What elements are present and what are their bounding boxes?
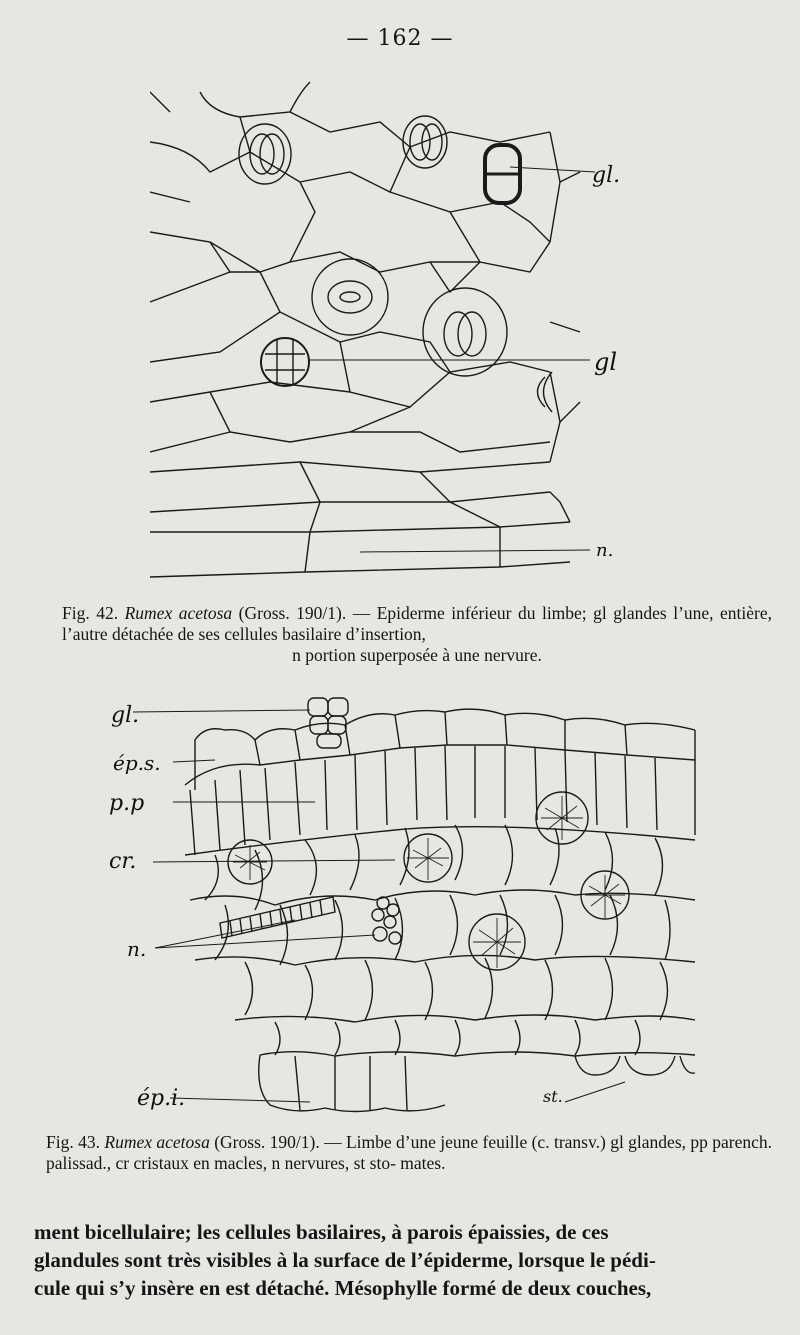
- figure-43-label-cr: cr.: [109, 849, 137, 874]
- body-paragraph: [34, 1218, 774, 1302]
- figure-43-label-pp: p.p: [109, 791, 145, 816]
- figure-43-label-ep-s: ép.s.: [113, 751, 161, 775]
- figure-43-svg: [95, 690, 735, 1130]
- figure-42-svg: [150, 72, 630, 592]
- figure-43-label-ep-i: ép.i.: [137, 1086, 186, 1111]
- figure-43-label-gl: gl.: [111, 703, 140, 728]
- body-line-1: ment bicellulaire; les cellules basilaires, à parois épaissies, de ces: [34, 1220, 609, 1244]
- figure-42-number: Fig. 42.: [62, 603, 119, 623]
- figure-42-caption-line2: gl glandes l’une, entière, l’autre détachée de ses cellules basilaire d’insertion,: [62, 603, 773, 644]
- figure-43-species: Rumex acetosa: [104, 1132, 210, 1152]
- figure-43-caption-line3: mates.: [400, 1153, 446, 1173]
- page-number: — 162 —: [346, 26, 454, 51]
- figure-42-label-gl-top: gl.: [592, 163, 621, 188]
- figure-42-epidermis-drawing: [150, 72, 630, 592]
- figure-43-leaf-section-drawing: [95, 690, 735, 1130]
- figure-42-caption-line1: (Gross. 190/1). — Epiderme inférieur du limbe;: [238, 603, 587, 623]
- figure-42-species: Rumex acetosa: [124, 603, 233, 623]
- figure-43-caption-line1: (Gross. 190/1). — Limbe d’une jeune feuille (c. transv.): [214, 1132, 606, 1152]
- figure-42-label-n: n.: [596, 540, 614, 561]
- figure-42-caption-line3: n portion superposée à une nervure.: [292, 645, 542, 665]
- figure-42-label-gl-middle: gl: [594, 348, 618, 376]
- figure-43-label-st: st.: [543, 1087, 563, 1106]
- figure-43-label-n: n.: [127, 937, 147, 961]
- figure-42-caption: [62, 603, 772, 666]
- figure-43-number: Fig. 43.: [46, 1132, 100, 1152]
- figure-43-caption: [46, 1132, 772, 1174]
- figure-43-caption-line2: gl glandes, pp parench. palissad., cr cristaux en macles, n nervures, st sto-: [46, 1132, 773, 1173]
- body-line-3: cule qui s’y insère en est détaché. Mésophylle formé de deux couches,: [34, 1276, 652, 1300]
- body-line-2: glandules sont très visibles à la surface de l’épiderme, lorsque le pédi-: [34, 1248, 656, 1272]
